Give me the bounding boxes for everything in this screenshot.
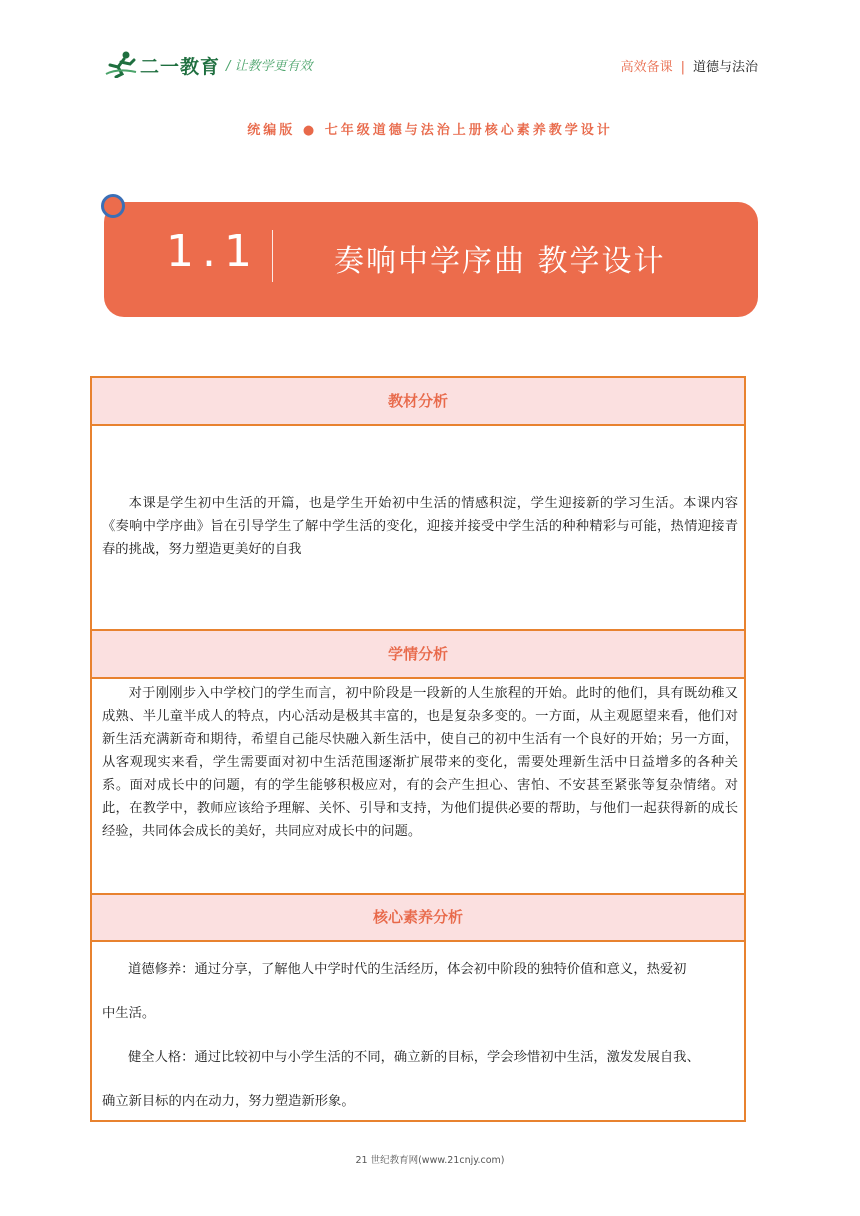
runner-logo-icon [104,50,138,78]
logo-text: 二一教育 [140,56,221,78]
banner-dot-icon [101,194,125,218]
core-moral-line-2: 中生活。 [102,1006,156,1021]
textbook-analysis-text: 本课是学生初中生活的开篇，也是学生开始初中生活的情感积淀，学生迎接新的学习生活。本课内容《奏响中学序曲》旨在引导学生了解中学生活的变化，迎接并接受中学生活的种种精彩与可能，热情迎接青春的挑战，努力塑造更美好的自我 [102,496,738,557]
category-efficient-prep: 高效备课 [620,60,673,75]
core-moral-line-1: 道德修养：通过分享，了解他人中学时代的生活经历，体会初中阶段的独特价值和意义，热爱初 [128,962,687,977]
core-personality-line-1: 健全人格：通过比较初中与小学生活的不同，确立新的目标，学会珍惜初中生活，激发发展自我、 [128,1050,700,1065]
lesson-number: 1.1 [166,226,260,277]
section-heading-core: 核心素养分析 [92,895,744,940]
logo [104,46,224,82]
category-subject: 道德与法治 [692,60,758,75]
lesson-design-table [90,376,746,1122]
document-subtitle: 统编版 ● 七年级道德与法治上册核心素养教学设计 [247,123,613,138]
student-analysis-text: 对于刚刚步入中学校门的学生而言，初中阶段是一段新的人生旅程的开始。此时的他们，具有既幼稚又成熟、半儿童半成人的特点，内心活动是极其丰富的，也是复杂多变的。一方面，从主观愿望来看，他们对新生活充满新奇和期待，希望自己能尽快融入新生活中，使自己的初中生活有一个良好的开始；另一方面，从客观现实来看，学生需要面对初中生活范围逐渐扩展带来的变化，需要处理新生活中日益增多的各种关系。面对成长中的问题，有的学生能够积极应对，有的会产生担心、害怕、不安甚至紧张等复杂情绪。对此，在教学中，教师应该给予理解、关怀、引导和支持，为他们提供必要的帮助，与他们一起获得新的成长经验，共同体会成长的美好，共同应对成长中的问题。 [102,686,738,839]
section-heading-students: 学情分析 [92,631,744,677]
divider [92,677,744,679]
banner-divider [272,230,273,282]
lesson-title: 奏响中学序曲 教学设计 [334,244,666,279]
page-header [0,0,860,90]
divider [92,940,744,942]
header-category [621,56,758,75]
core-personality-line-2: 确立新目标的内在动力，努力塑造新形象。 [102,1094,355,1109]
page-footer: 21 世纪教育网(www.21cnjy.com) [355,1155,505,1166]
category-separator: | [680,60,685,75]
divider [92,424,744,426]
section-heading-textbook: 教材分析 [92,378,744,424]
slogan: / 让教学更有效 [226,59,313,74]
